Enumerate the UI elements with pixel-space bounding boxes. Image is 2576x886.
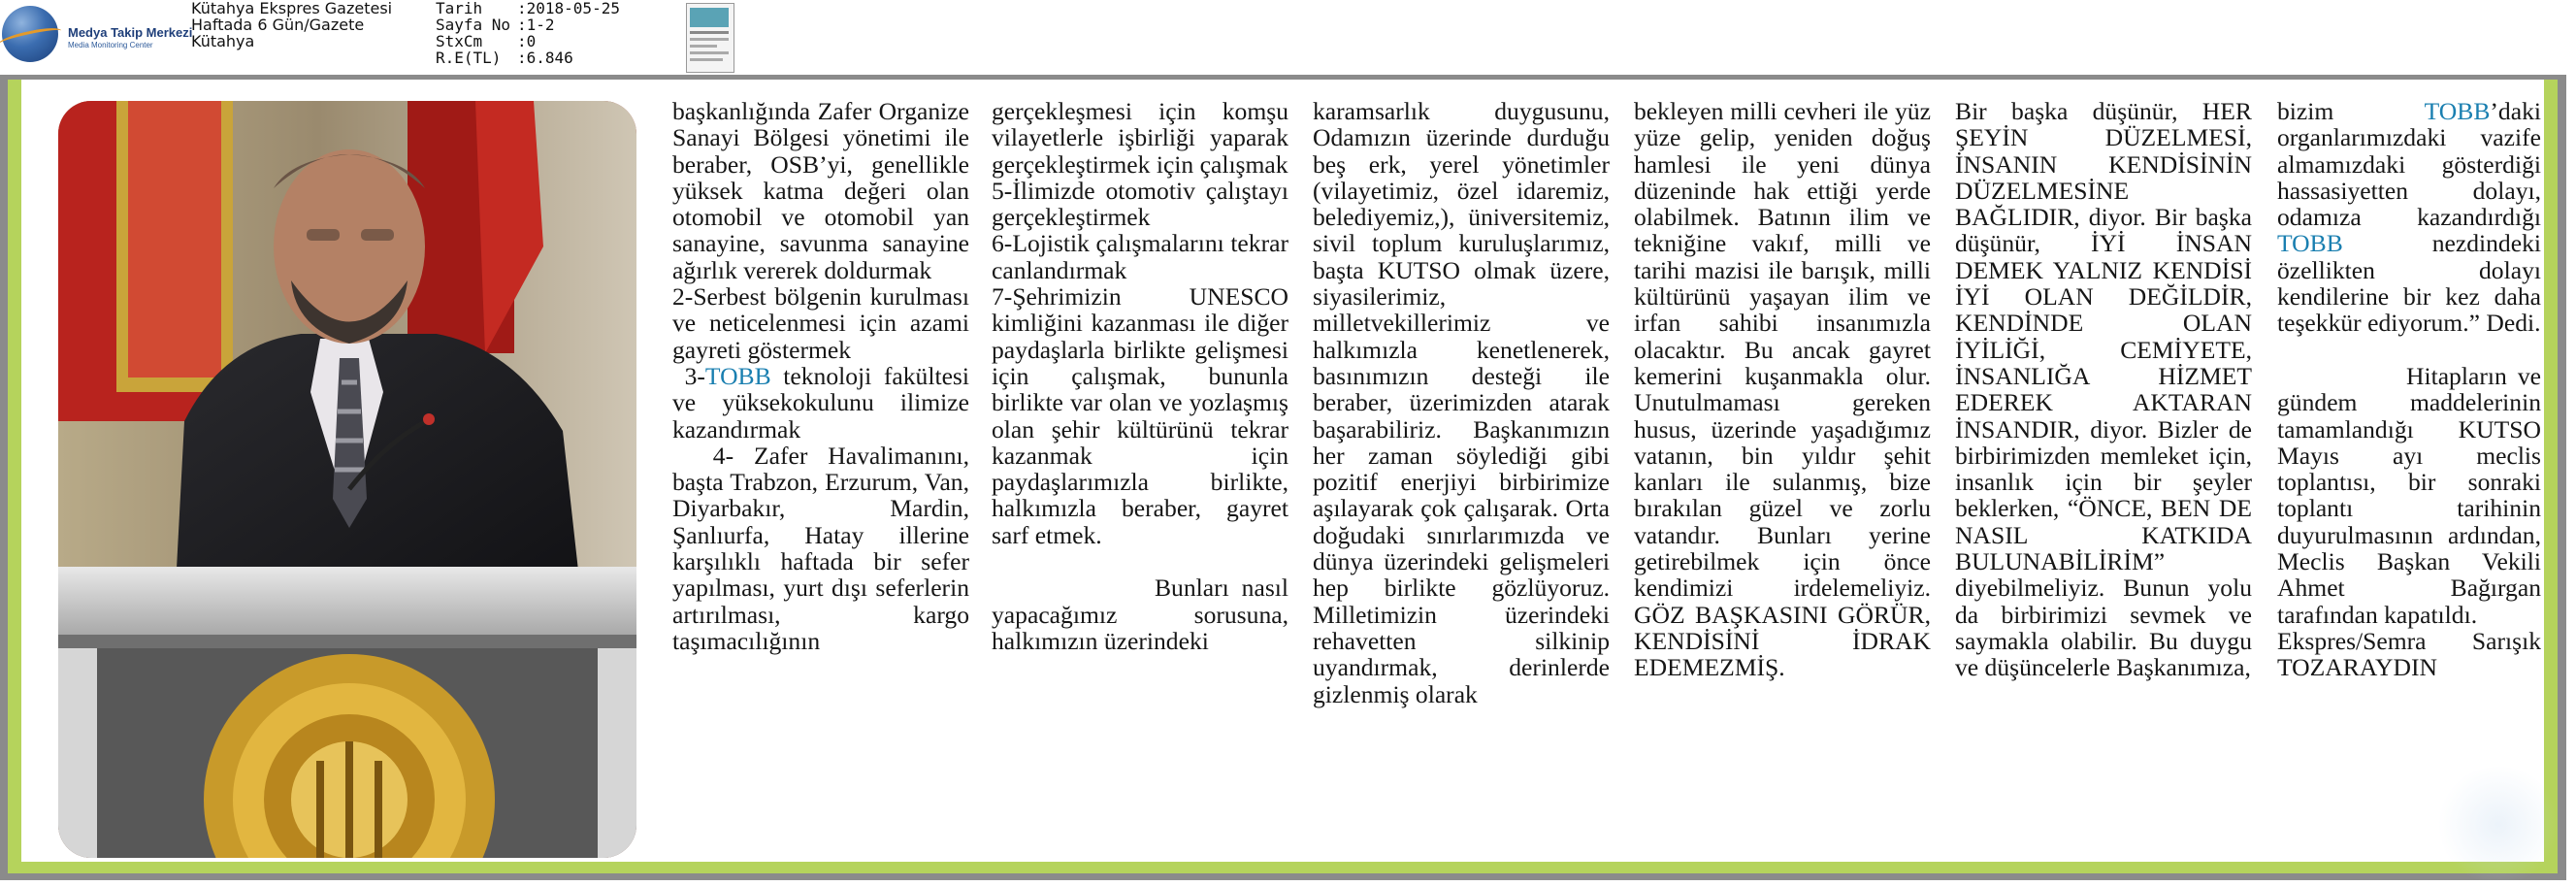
article-column-6: [2277, 98, 2541, 855]
medya-takip-logo: [2, 4, 206, 62]
paragraph: 2-Serbest bölgenin kurulması ve neticelenmesi için azami gayreti göstermek: [672, 282, 969, 364]
meta-row-date: Tarih :2018-05-25: [436, 0, 620, 17]
paragraph: Bunları nasıl yapacağımız sorusuna, halkımızın üzerindeki: [992, 574, 1288, 655]
article-column-4: [1634, 98, 1931, 855]
paragraph: 3-TOBB teknoloji fakültesi ve yüksekokulunu ilimize kazandırmak: [672, 361, 969, 443]
publication-city: Kütahya: [191, 32, 255, 50]
page-thumbnail[interactable]: [686, 3, 734, 73]
paragraph: bizim TOBB’daki organlarımızdaki vazife almamızdaki gösterdiği hassasiyetten dolayı, odamıza kazandırdığı TOBB nezdindeki özellikten dolayı kendilerine bir kez daha teşekkür ediyorum.” Dedi.: [2277, 98, 2541, 338]
highlight-tobb: TOBB: [2277, 229, 2343, 258]
paragraph: başkanlığında Zafer Organize Sanayi Bölgesi yönetimi ile beraber, OSB’yi, genellikle yüksek katma değeri olan otomobil ve otomobil yan sanayine, savunma sanayine ağırlık vererek doldurmak: [672, 98, 969, 284]
article-column-5: [1955, 98, 2252, 855]
clipping-header: [0, 0, 2576, 74]
paragraph: 6-Lojistik çalışmalarını tekrar canlandırmak: [992, 229, 1288, 284]
paragraph: 5-İlimizde otomotiv çalıştayı gerçekleştirmek: [992, 176, 1288, 232]
article-column-1: [672, 98, 969, 855]
clipping-meta: [436, 0, 620, 66]
publication-name: Kütahya Ekspres Gazetesi: [191, 0, 393, 17]
article-column-2: [992, 98, 1288, 855]
publication-info: [191, 0, 392, 49]
paragraph: 7-Şehrimizin UNESCO kimliğini kazanması ile diğer paydaşlarla birlikte gelişmesi için çalışmak, bununla birlikte var olan ve yozlaşmış olan şehir kültürünü tekrar kazanmak için paydaşlarımızla birlikte, halkımızla beraber, gayret sarf etmek.: [992, 282, 1288, 549]
article-column-3: [1313, 98, 1610, 855]
publication-frequency: Haftada 6 Gün/Gazete: [191, 16, 365, 34]
meta-row-ad-value: R.E(TL) :6.846: [436, 49, 573, 67]
meta-row-page: Sayfa No :1-2: [436, 16, 555, 34]
paragraph: Hitapların ve gündem maddelerinin tamamlandığı KUTSO Mayıs ayı meclis toplantısı, bir sonraki toplantı tarihinin duyurulmasının ardından, Meclis Başkan Vekili Ahmet Bağırgan tarafından kapatıldı.: [2277, 361, 2541, 629]
speaker-photo: [58, 101, 636, 858]
watermark: [2435, 767, 2561, 883]
paragraph: gerçekleşmesi için komşu vilayetlerle işbirliği yaparak gerçekleştirmek için çalışmak: [992, 98, 1288, 179]
meta-row-stxcm: StxCm :0: [436, 32, 537, 50]
paragraph: bekleyen milli cevheri ile yüz yüze gelip, yeniden doğuş hamlesi ile yeni dünya düzeninde hak ettiği yerde olabilmek. Batının ilim ve tekniğine vakıf, milli ve tarihi mazisi ile barışık, milli kültürünü yaşayan ilim ve irfan sahibi insanımızla olacaktır. Bu ancak gayret kemerini kuşanmakla olur. Unutulmaması gereken husus, üzerinde yaşadığımız vatanın, bin yıldır şehit kanları ile sulanmış, bize bırakılan güzel ve zorlu vatandır. Bunları yerine getirebilmek için önce kendimizi irdelemeliyiz. GÖZ BAŞKASINI GÖRÜR, KENDİSİNİ İDRAK EDEMEZMİŞ.: [1634, 98, 1931, 682]
highlight-tobb: TOBB: [704, 361, 771, 390]
byline: Ekspres/Semra Sarışık TOZARAYDIN: [2277, 626, 2541, 682]
logo-name: Medya Takip Merkezi: [68, 25, 193, 40]
highlight-tobb: TOBB: [2424, 98, 2491, 125]
paragraph: Bir başka düşünür, HER ŞEYİN DÜZELMESİ, İNSANIN KENDİSİNİN DÜZELMESİNE BAĞLIDIR, diyor. Bir başka düşünür, İYİ İNSAN DEMEK YALNIZ KENDİSİ İYİ OLAN DEĞİLDİR, KENDİNDE OLAN İYİLİĞİ, CEMİYETE, İNSANLIĞA HİZMET EDEREK AKTARAN İNSANDIR, diyor. Bizler de birbirimizden memleket için, insanlık için bir şeyler beklerken, “ÖNCE, BEN DE NASIL KATKIDA BULUNABİLİRİM” diyebilmeliyiz. Bunun yolu da birbirimizi sevmek ve saymakla olabilir. Bu duygu ve düşüncelerle Başkanımıza,: [1955, 98, 2252, 682]
paragraph: 4- Zafer Havalimanını, başta Trabzon, Erzurum, Van, Diyarbakır, Mardin, Şanlıurfa, Hatay illerine karşılıklı haftada bir sefer yapılması, yurt dışı seferlerin artırılması, kargo taşımacılığının: [672, 441, 969, 655]
speaker-at-podium-photo: [58, 101, 636, 858]
globe-icon: [2, 6, 58, 62]
paragraph-spacer: [2277, 337, 2541, 363]
paragraph: karamsarlık duygusunu, Odamızın üzerinde durduğu beş erk, yerel yönetimler (vilayetimiz, özel idaremiz, belediyemiz,), üniversitemiz, sivil toplum kuruluşlarımız, başta KUTSO olmak üzere, siyasilerimiz, milletvekillerimiz ve halkımızla kenetlenerek, basınımızın desteği ile beraber, üzerimizden atarak başarabiliriz. Başkanımızın her zaman söylediği gibi pozitif enerjiyi birbirimize aşılayarak çok çalışarak. Orta doğudaki sınırlarımızda ve dünya üzerindeki gelişmeleri hep birlikte gözlüyoruz. Milletimizin üzerindeki rehavetten silkinip uyandırmak, derinlerde gizlenmiş olarak: [1313, 98, 1610, 708]
logo-subtitle: Media Monitoring Center: [68, 41, 153, 49]
paragraph-spacer: [992, 548, 1288, 574]
